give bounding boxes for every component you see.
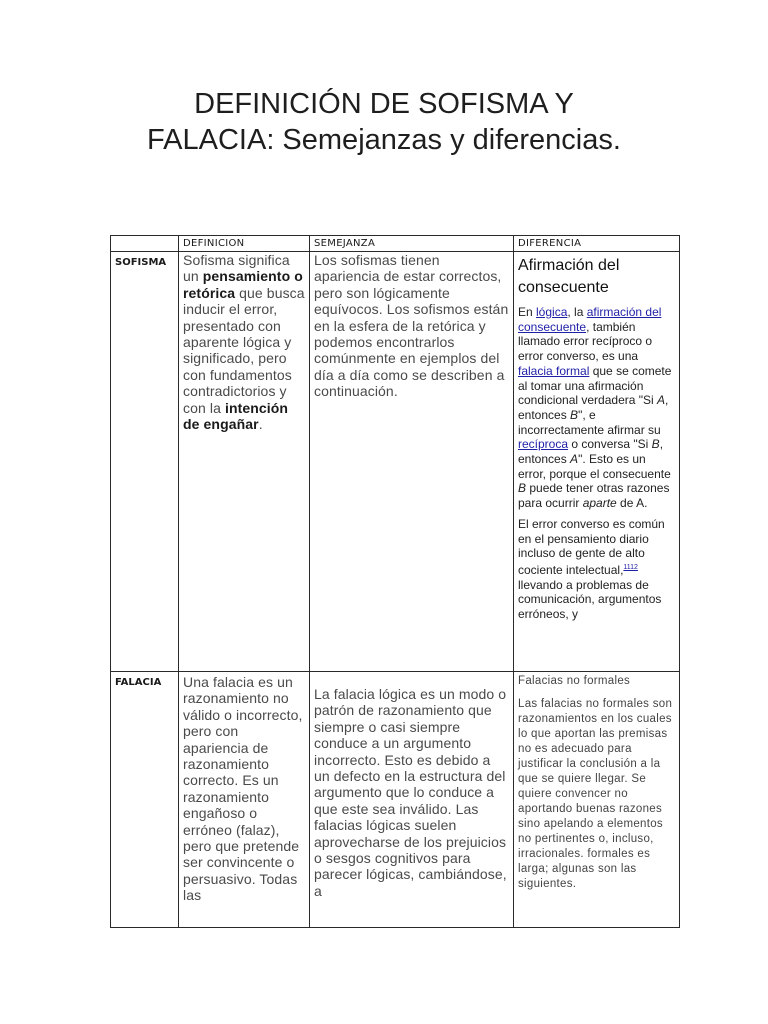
header-row	[111, 236, 680, 252]
falacia-diferencia-title: Falacias no formales	[518, 675, 631, 687]
link-falacia-formal[interactable]: falacia formal	[518, 363, 590, 378]
row-label-falacia: FALACIA	[111, 672, 179, 928]
falacia-diferencia-body: Las falacias no formales son razonamientos en los cuales lo que aportan las premisas no es adecuado para justificar la conclusión a la que se quiere llegar. Se quiere convencer no aportando buenas razones sino apelando a elementos no pertinentes o, incluso, irracionales. formales es larga; algunas son las siguientes.	[518, 698, 673, 890]
sofisma-diferencia-paragraph-1: En lógica, la afirmación del consecuente, también llamado error recíproco o error converso, es una falacia formal que se comete al tomar una afirmación condicional verdadera "Si A, entonces B", e incorrectamente afirmar su recíproca o conversa "Si B, entonces A". Esto es un error, porque el consecuente B puede tener otras razones para ocurrir aparte de A.	[518, 305, 672, 511]
sofisma-semejanza: Los sofismas tienen apariencia de estar correctos, pero son lógicamente equívocos. Los sofismos están en la esfera de la retórica y podemos encontrarlos comúnmente en ejemplos del día a día como se describen a continuación.	[310, 252, 514, 672]
row-label-sofisma: SOFISMA	[111, 252, 179, 672]
falacia-semejanza: La falacia lógica es un modo o patrón de razonamiento que siempre o casi siempre conduce a un argumento incorrecto. Esto es debido a un defecto en la estructura del argumento que lo conduce a que este sea inválido. Las falacias lógicas suelen aprovecharse de los prejuicios o sesgos cognitivos para parecer lógicas, cambiándose, a	[310, 672, 514, 928]
header-definicion: DEFINICION	[179, 236, 310, 252]
header-semejanza: SEMEJANZA	[310, 236, 514, 252]
falacia-definicion: Una falacia es un razonamiento no válido o incorrecto, pero con apariencia de razonamiento correcto. Es un razonamiento engañoso o erróneo (falaz), pero que pretende ser convincente o persuasivo. Todas las	[179, 672, 310, 928]
link-reciproca[interactable]: recíproca	[518, 437, 569, 452]
page-title	[0, 86, 768, 158]
link-citation[interactable]: 1112	[623, 563, 638, 571]
title-line-2: FALACIA: Semejanzas y diferencias.	[147, 124, 621, 156]
table-row-falacia	[111, 672, 680, 928]
sofisma-diferencia-title: Afirmación del consecuente	[518, 257, 620, 296]
header-empty	[111, 236, 179, 252]
sofisma-diferencia	[514, 252, 680, 672]
link-afirmacion-del-consecuente[interactable]: afirmación del consecuente	[518, 305, 662, 334]
comparison-table	[110, 235, 680, 928]
table-row-sofisma	[111, 252, 680, 672]
sofisma-diferencia-paragraph-2: El error converso es común en el pensamiento diario incluso de gente de alto cociente intelectual,$^{1112}$ llevando a problemas de comunicación, argumentos erróneos, y	[518, 516, 665, 622]
title-line-1: DEFINICIÓN DE SOFISMA Y	[194, 88, 574, 120]
link-logica[interactable]: lógica	[536, 305, 568, 319]
header-diferencia: DIFERENCIA	[514, 236, 680, 252]
sofisma-definicion: Sofisma significa un pensamiento o retórica que busca inducir el error, presentado con aparente lógica y significado, pero con fundamentos contradictorios y con la intención de engañar.	[179, 252, 310, 672]
falacia-diferencia	[514, 672, 680, 928]
